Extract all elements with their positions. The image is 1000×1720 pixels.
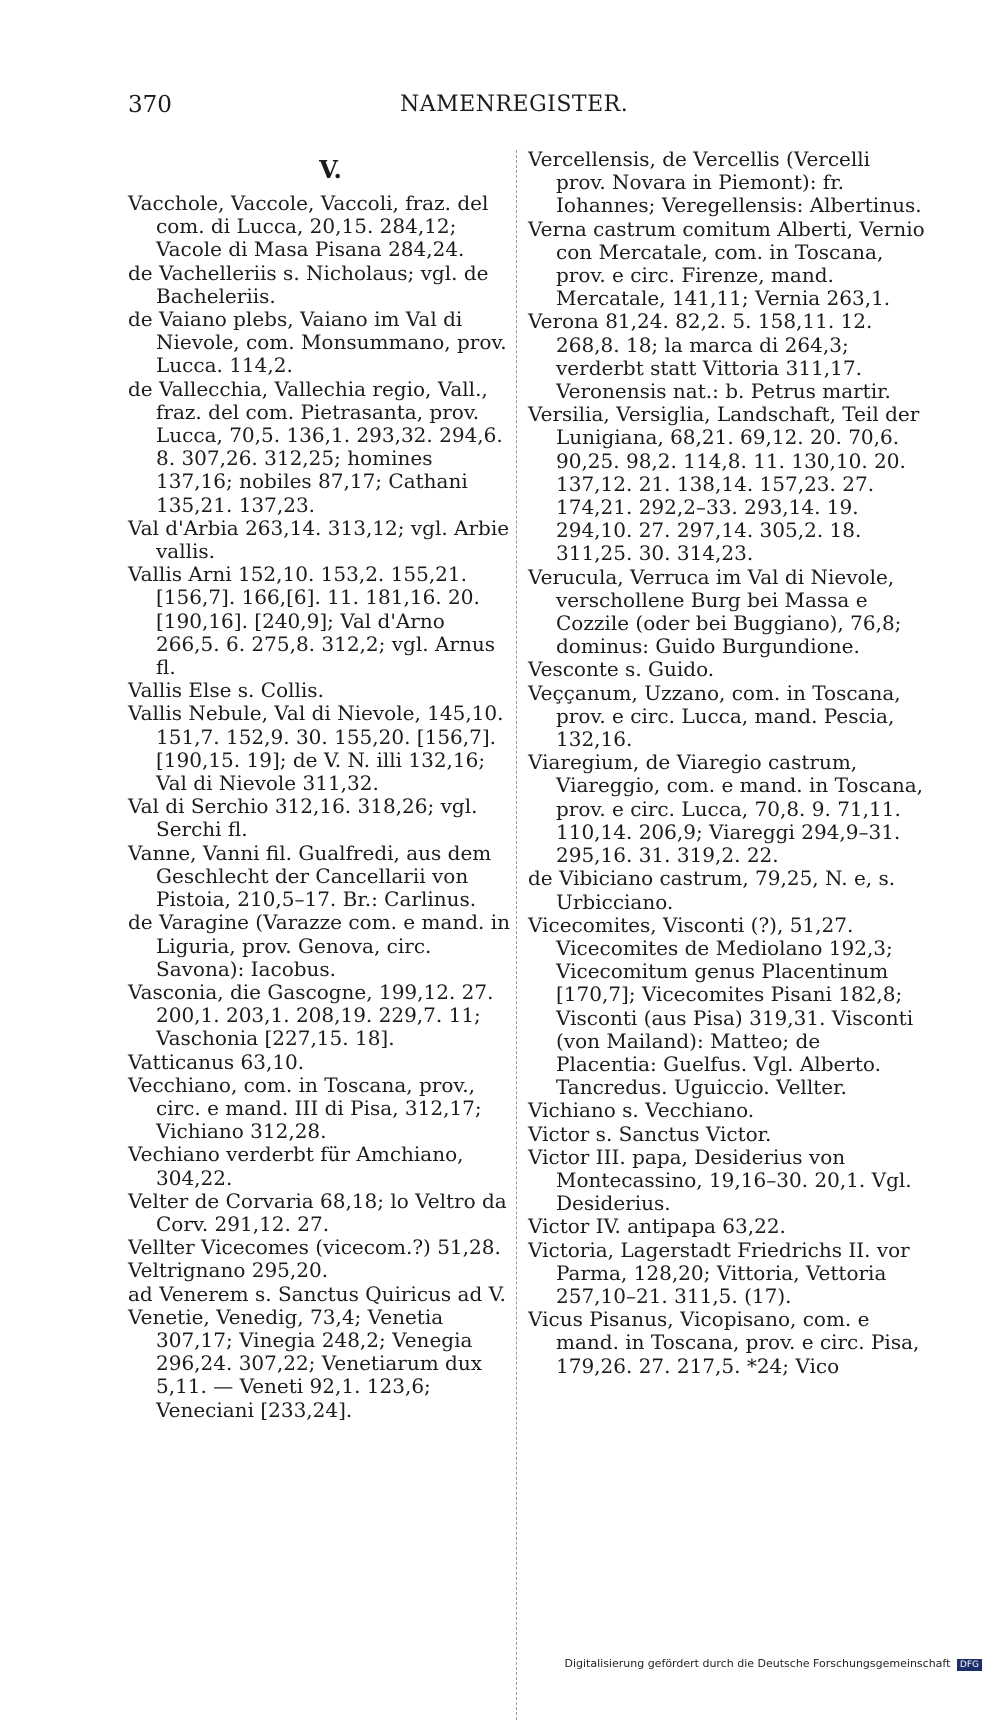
index-entry: Veççanum, Uzzano, com. in Toscana, prov. e circ. Lucca, mand. Pescia, 132,16.	[528, 680, 901, 752]
index-entry: Veltrignano 295,20.	[128, 1258, 329, 1283]
index-entry: de Varagine (Varazze com. e mand. in Liguria, prov. Genova, circ. Savona): Iacobus.	[128, 910, 511, 981]
index-entry: Vallis Nebule, Val di Nievole, 145,10. 151,7. 152,9. 30. 155,20. [156,7]. [190,15. 19]; de V. N. illi 132,16; Val di Nievole 311,32.	[128, 701, 504, 796]
index-entry: Vellter Vicecomes (vicecom.?) 51,28.	[128, 1235, 501, 1260]
index-entry: Victor s. Sanctus Victor.	[528, 1121, 772, 1146]
index-entry: Vicus Pisanus, Vicopisano, com. e mand. in Toscana, prov. e circ. Pisa, 179,26. 27. 217,5. *24; Vico	[528, 1307, 920, 1378]
footer-text: Digitalisierung gefördert durch die Deutsche Forschungsgemeinschaft	[564, 1657, 951, 1670]
index-entry: Venetie, Venedig, 73,4; Venetia 307,17; Vinegia 248,2; Venegia 296,24. 307,22; Venetiarum dux 5,11. — Veneti 92,1. 123,6; Veneciani [233,24].	[128, 1304, 483, 1422]
digitization-footer	[564, 1657, 982, 1671]
index-entry: Verna castrum comitum Alberti, Vernio con Mercatale, com. in Toscana, prov. e circ. Firenze, mand. Mercatale, 141,11; Vernia 263,1.	[528, 216, 925, 311]
index-entry: Vercellensis, de Vercellis (Vercelli prov. Novara in Piemont): fr. Iohannes; Veregellensis: Albertinus.	[528, 147, 922, 218]
dfg-logo: DFG	[957, 1659, 982, 1671]
right-entries	[528, 148, 926, 1378]
index-entry: Verucula, Verruca im Val di Nievole, verschollene Burg bei Massa e Cozzile (oder bei Buggiano), 76,8; dominus: Guido Burgundione.	[528, 564, 902, 659]
index-entry: Versilia, Versiglia, Landschaft, Teil der Lunigiana, 68,21. 69,12. 20. 70,6. 90,25. 98,2. 114,8. 11. 130,10. 20. 137,12. 21. 138,14. 157,23. 27. 174,21. 292,2–33. 293,14. 19. 294,10. 27. 297,14. 305,2. 18. 311,25. 30. 314,23.	[528, 402, 920, 566]
index-entry: Vatticanus 63,10.	[128, 1049, 305, 1074]
index-entry: de Vachelleriis s. Nicholaus; vgl. de Bacheleriis.	[128, 260, 489, 308]
index-entry: ad Venerem s. Sanctus Quiricus ad V.	[128, 1281, 506, 1306]
index-entry: Vallis Else s. Collis.	[128, 678, 324, 703]
index-entry: Vechiano verderbt für Amchiano, 304,22.	[128, 1142, 464, 1190]
index-entry: Vichiano s. Vecchiano.	[528, 1098, 755, 1123]
right-column	[528, 148, 926, 1378]
index-entry: Victor IV. antipapa 63,22.	[528, 1214, 786, 1239]
page-header	[0, 92, 1000, 132]
left-column	[128, 148, 513, 1422]
left-entries	[128, 192, 513, 1422]
index-entry: Vecchiano, com. in Toscana, prov., circ. e mand. III di Pisa, 312,17; Vichiano 312,28.	[128, 1072, 482, 1144]
index-entry: Val d'Arbia 263,14. 313,12; vgl. Arbie vallis.	[128, 515, 510, 564]
index-entry: Vanne, Vanni fil. Gualfredi, aus dem Geschlecht der Cancellarii von Pistoia, 210,5–17. Br.: Carlinus.	[128, 840, 492, 912]
page-number: 370	[128, 92, 172, 118]
index-entry: Vesconte s. Guido.	[528, 657, 715, 682]
index-entry: Victor III. papa, Desiderius von Montecassino, 19,16–30. 20,1. Vgl. Desiderius.	[528, 1144, 912, 1216]
section-letter: V.	[319, 155, 342, 184]
running-title: NAMENREGISTER.	[400, 92, 629, 117]
index-entry: Verona 81,24. 82,2. 5. 158,11. 12. 268,8. 18; la marca di 264,3; verderbt statt Vittoria 311,17. Veronensis nat.: b. Petrus martir.	[528, 309, 891, 404]
index-entry: Vasconia, die Gascogne, 199,12. 27. 200,1. 203,1. 208,19. 229,7. 11; Vaschonia [227,15. 18].	[128, 979, 494, 1051]
index-entry: Viaregium, de Viaregio castrum, Viareggio, com. e mand. in Toscana, prov. e circ. Lucca, 70,8. 9. 71,11. 110,14. 206,9; Viareggi 294,9–31. 295,16. 31. 319,2. 22.	[528, 750, 923, 868]
column-divider	[516, 150, 517, 1720]
index-entry: Val di Serchio 312,16. 318,26; vgl. Serchi fl.	[128, 794, 478, 842]
index-entry: Vacchole, Vaccole, Vaccoli, fraz. del com. di Lucca, 20,15. 284,12; Vacole di Masa Pisana 284,24.	[128, 191, 489, 262]
index-entry: Vicecomites, Visconti (?), 51,27. Vicecomites de Mediolano 192,3; Vicecomitum genus Placentinum [170,7]; Vicecomites Pisani 182,8; Visconti (aus Pisa) 319,31. Visconti (von Mailand): Matteo; de Placentia: Guelfus. Vgl. Alberto. Tancredus. Uguiccio. Vellter.	[528, 912, 914, 1100]
index-entry: de Vallecchia, Vallechia regio, Vall., fraz. del com. Pietrasanta, prov. Lucca, 70,5. 136,1. 293,32. 294,6. 8. 307,26. 312,25; homines 137,16; nobiles 87,17; Cathani 135,21. 137,23.	[128, 376, 503, 517]
index-entry: Vallis Arni 152,10. 153,2. 155,21. [156,7]. 166,[6]. 11. 181,16. 20. [190,16]. [240,9]; Val d'Arno 266,5. 6. 275,8. 312,2; vgl. Arnus fl.	[128, 562, 495, 680]
index-entry: Victoria, Lagerstadt Friedrichs II. vor Parma, 128,20; Vittoria, Vettoria 257,10–21. 311,5. (17).	[528, 1237, 910, 1308]
index-entry: de Vibiciano castrum, 79,25, N. e, s. Urbicciano.	[528, 866, 896, 914]
index-entry: Velter de Corvaria 68,18; lo Veltro da Corv. 291,12. 27.	[128, 1188, 507, 1236]
index-entry: de Vaiano plebs, Vaiano im Val di Nievole, com. Monsummano, prov. Lucca. 114,2.	[128, 307, 507, 378]
